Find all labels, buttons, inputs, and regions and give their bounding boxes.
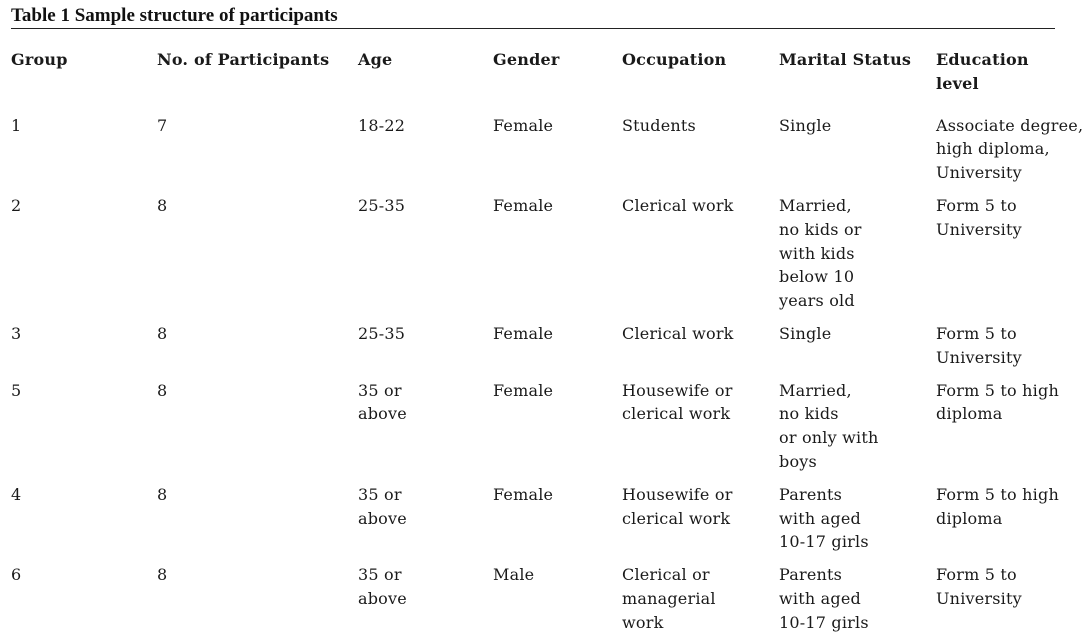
cell-participants [146, 322, 347, 379]
header-gender [482, 48, 611, 104]
cell-line: 10-17 girls [779, 612, 869, 632]
cell-line: high diploma, [936, 139, 1050, 159]
cell-education-level [925, 322, 1070, 379]
header-line: Education [936, 50, 1029, 69]
cell-group [0, 379, 146, 483]
cell-age [347, 483, 482, 563]
header-age [347, 48, 482, 104]
cell-line: managerial [622, 588, 716, 608]
cell-line: University [936, 219, 1022, 239]
cell-line: with aged [779, 508, 861, 528]
cell-occupation [611, 483, 768, 563]
cell-line: with kids [779, 243, 855, 263]
title-divider [11, 28, 1055, 29]
cell-line: 18-22 [358, 115, 406, 135]
cell-marital-status [768, 322, 925, 379]
table-row [0, 379, 1070, 483]
cell-line: Male [493, 565, 535, 585]
cell-line: 35 or [358, 565, 402, 585]
cell-line: 1 [11, 115, 22, 135]
cell-line: 10-17 girls [779, 532, 869, 552]
cell-participants [146, 483, 347, 563]
cell-line: diploma [936, 404, 1003, 424]
cell-line: 25-35 [358, 195, 406, 215]
cell-line: Female [493, 195, 554, 215]
cell-line: 3 [11, 323, 22, 343]
cell-line: above [358, 588, 407, 608]
cell-line: Female [493, 484, 554, 504]
table-row [0, 563, 1070, 634]
cell-line: Female [493, 115, 554, 135]
cell-line: 6 [11, 565, 22, 585]
cell-education-level [925, 563, 1070, 634]
header-participants [146, 48, 347, 104]
cell-line: Housewife or [622, 484, 733, 504]
cell-marital-status [768, 194, 925, 322]
header-occupation [611, 48, 768, 104]
cell-line: 4 [11, 484, 22, 504]
cell-gender [482, 379, 611, 483]
cell-line: University [936, 588, 1022, 608]
cell-line: Housewife or [622, 380, 733, 400]
cell-occupation [611, 379, 768, 483]
cell-line: Form 5 to [936, 195, 1017, 215]
cell-line: clerical work [622, 404, 731, 424]
cell-line: no kids or [779, 219, 862, 239]
cell-line: Form 5 to high [936, 484, 1059, 504]
cell-line: 8 [157, 484, 168, 504]
cell-line: years old [779, 291, 855, 311]
cell-group [0, 194, 146, 322]
header-line: Occupation [622, 50, 727, 69]
cell-line: University [936, 163, 1022, 183]
cell-age [347, 194, 482, 322]
cell-line: Parents [779, 484, 843, 504]
cell-line: Clerical work [622, 323, 734, 343]
cell-group [0, 563, 146, 634]
cell-education-level [925, 104, 1083, 194]
cell-occupation [611, 563, 768, 634]
cell-line: Married, [779, 195, 852, 215]
cell-line: Form 5 to [936, 565, 1017, 585]
cell-line: Parents [779, 565, 843, 585]
table-row [0, 104, 1070, 194]
cell-line: Female [493, 380, 554, 400]
cell-line: 25-35 [358, 323, 406, 343]
cell-education-level [925, 194, 1070, 322]
table-row [0, 194, 1070, 322]
header-line: Age [358, 50, 393, 69]
cell-gender [482, 194, 611, 322]
cell-line: 35 or [358, 380, 402, 400]
cell-line: 7 [157, 115, 168, 135]
cell-age [347, 104, 482, 194]
cell-line: Single [779, 323, 832, 343]
cell-occupation [611, 322, 768, 379]
cell-line: no kids [779, 404, 839, 424]
cell-line: 8 [157, 380, 168, 400]
cell-education-level [925, 483, 1070, 563]
header-group [0, 48, 146, 104]
cell-age [347, 563, 482, 634]
cell-line: clerical work [622, 508, 731, 528]
cell-line: below 10 [779, 267, 855, 287]
cell-marital-status [768, 379, 925, 483]
cell-line: with aged [779, 588, 861, 608]
cell-group [0, 322, 146, 379]
cell-group [0, 104, 146, 194]
cell-line: Students [622, 115, 696, 135]
header-line: Group [11, 50, 68, 69]
header-line: Gender [493, 50, 560, 69]
cell-line: Single [779, 115, 832, 135]
cell-line: 8 [157, 323, 168, 343]
cell-marital-status [768, 483, 925, 563]
cell-line: Form 5 to [936, 323, 1017, 343]
header-line: level [936, 73, 979, 93]
cell-education-level [925, 379, 1070, 483]
cell-participants [146, 379, 347, 483]
cell-line: work [622, 612, 664, 632]
cell-line: 2 [11, 195, 22, 215]
cell-line: diploma [936, 508, 1003, 528]
cell-line: 8 [157, 565, 168, 585]
cell-line: Form 5 to high [936, 380, 1059, 400]
cell-line: 5 [11, 380, 22, 400]
cell-line: above [358, 404, 407, 424]
cell-line: 35 or [358, 484, 402, 504]
cell-line: Associate degree, [936, 115, 1083, 135]
header-row [0, 48, 1070, 104]
cell-line: Clerical work [622, 195, 734, 215]
cell-participants [146, 563, 347, 634]
participants-table [0, 48, 1083, 635]
cell-participants [146, 104, 347, 194]
cell-line: University [936, 347, 1022, 367]
table-title: Table 1 Sample structure of participants [11, 5, 338, 26]
header-line: No. of Participants [157, 50, 330, 69]
cell-line: Clerical or [622, 565, 710, 585]
cell-line: Female [493, 323, 554, 343]
table-row [0, 483, 1070, 563]
table-row [0, 322, 1070, 379]
header-education-level [925, 48, 1070, 104]
cell-line: 8 [157, 195, 168, 215]
cell-line: or only with [779, 428, 879, 448]
cell-line: boys [779, 451, 817, 471]
cell-occupation [611, 104, 768, 194]
cell-participants [146, 194, 347, 322]
header-line: Marital Status [779, 50, 912, 69]
cell-marital-status [768, 563, 925, 634]
cell-group [0, 483, 146, 563]
cell-line: Married, [779, 380, 852, 400]
cell-occupation [611, 194, 768, 322]
cell-gender [482, 563, 611, 634]
cell-gender [482, 322, 611, 379]
cell-line: above [358, 508, 407, 528]
cell-age [347, 322, 482, 379]
cell-age [347, 379, 482, 483]
cell-marital-status [768, 104, 925, 194]
cell-gender [482, 483, 611, 563]
cell-gender [482, 104, 611, 194]
header-marital-status [768, 48, 925, 104]
